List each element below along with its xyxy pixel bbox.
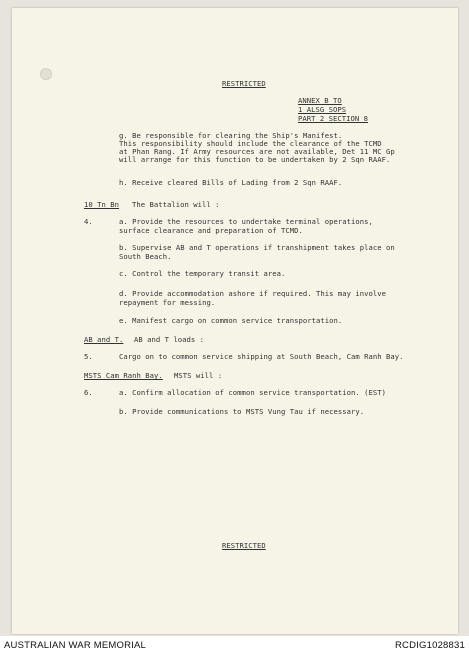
bn-item-a-line-1: a. Provide the resources to undertake terminal operations, xyxy=(119,217,373,226)
section-msts-heading: MSTS Cam Ranh Bay. xyxy=(84,371,163,380)
msts-item-b: b. Provide communications to MSTS Vung Tau if necessary. xyxy=(119,407,365,416)
bn-item-d-line-1: d. Provide accommodation ashore if required. This may involve xyxy=(119,289,387,298)
archive-footer xyxy=(0,636,469,654)
para-g-line-3: at Phan Rang. If Army resources are not available, Det 11 MC Gp xyxy=(119,147,395,156)
para-h: h. Receive cleared Bills of Lading from 2 Sqn RAAF. xyxy=(119,178,343,187)
archive-name: AUSTRALIAN WAR MEMORIAL xyxy=(4,640,147,651)
annex-line-3: PART 2 SECTION 8 xyxy=(298,114,369,123)
bn-item-b-line-1: b. Supervise AB and T operations if transhipment takes place on xyxy=(119,243,395,252)
section-abt-intro: AB and T loads : xyxy=(134,335,205,344)
bn-item-d-line-2: repayment for messing. xyxy=(119,298,216,307)
footer-classification: RESTRICTED xyxy=(222,541,266,550)
header-classification: RESTRICTED xyxy=(222,79,266,88)
para-number-5: 5. xyxy=(84,352,93,361)
para-g-line-2: This responsibility should include the clearance of the TCMD xyxy=(119,139,382,148)
section-abt-heading: AB and T. xyxy=(84,335,124,344)
bn-item-c: c. Control the temporary transit area. xyxy=(119,269,286,278)
annex-line-1: ANNEX B TO xyxy=(298,96,342,105)
para-g-line-4: will arrange for this function to be undertaken by 2 Sqn RAAF. xyxy=(119,155,391,164)
para-number-6: 6. xyxy=(84,388,93,397)
section-bn-intro: The Battalion will : xyxy=(132,200,220,209)
msts-item-a: a. Confirm allocation of common service transportation. (EST) xyxy=(119,388,387,397)
bn-item-b-line-2: South Beach. xyxy=(119,252,172,261)
bn-item-a-line-2: surface clearance and preparation of TCMD. xyxy=(119,226,303,235)
bn-item-e: e. Manifest cargo on common service transportation. xyxy=(119,316,343,325)
section-msts-intro: MSTS will : xyxy=(174,371,223,380)
archive-id: RCDIG1028831 xyxy=(395,640,465,651)
annex-line-2: 1 ALSG SOPS xyxy=(298,105,347,114)
section-bn-heading: 10 Tn Bn xyxy=(84,200,120,209)
document-page xyxy=(12,8,458,634)
punch-hole xyxy=(40,68,52,80)
para-g-line-1: g. Be responsible for clearing the Ship's Manifest. xyxy=(119,131,343,140)
para-number-4: 4. xyxy=(84,217,93,226)
abt-text: Cargo on to common service shipping at South Beach, Cam Ranh Bay. xyxy=(119,352,404,361)
